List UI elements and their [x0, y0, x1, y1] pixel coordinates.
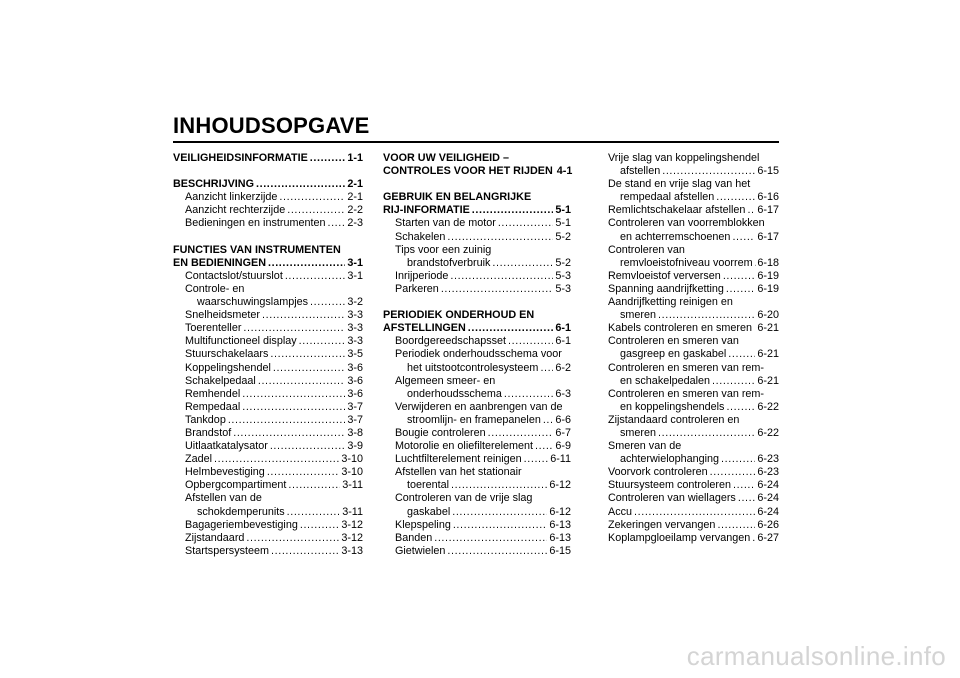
toc-dot-leader: [300, 519, 340, 532]
toc-dot-leader: [246, 532, 339, 545]
toc-page-number: 6-15: [549, 544, 571, 557]
toc-entry-label: rempedaal afstellen: [620, 191, 715, 204]
toc-entry-label: smeren: [620, 426, 657, 439]
toc-entry[interactable]: [173, 335, 363, 348]
toc-page-number: 6-17: [757, 204, 779, 217]
toc-entry-label: Starten van de motor: [395, 217, 496, 230]
toc-page-number: 3-11: [342, 479, 363, 492]
toc-entry[interactable]: [173, 362, 363, 375]
toc-dot-leader: [754, 322, 755, 335]
toc-entry-label: EN BEDIENINGEN: [173, 256, 266, 269]
toc-dot-leader: [452, 506, 547, 519]
toc-page-number: 5-1: [555, 204, 571, 217]
toc-entry-label: Vrije slag van koppelingshendel: [608, 152, 760, 164]
toc-dot-leader: [738, 492, 756, 505]
toc-section[interactable]: [173, 178, 363, 191]
toc-entry-label: Periodiek onderhoudsschema voor: [395, 348, 562, 361]
toc-dot-leader: [658, 309, 755, 322]
toc-page-number: 6-11: [550, 453, 571, 466]
toc-page-number: 6-22: [757, 426, 779, 439]
toc-dot-leader: [747, 204, 755, 217]
toc-dot-leader: [543, 414, 554, 427]
toc-page-number: 3-7: [347, 400, 363, 413]
toc-dot-leader: [243, 322, 345, 335]
toc-page-number: 3-10: [341, 453, 363, 466]
toc-dot-leader: [299, 335, 346, 348]
toc-entry[interactable]: [173, 466, 363, 479]
toc-entry[interactable]: [596, 492, 779, 505]
toc-entry[interactable]: [383, 217, 571, 230]
toc-entry-label: onderhoudsschema: [407, 387, 502, 400]
toc-section[interactable]: [383, 191, 571, 217]
toc-entry-label: Controleren en smeren van rem-: [608, 361, 765, 374]
toc-entry-label: VEILIGHEIDSINFORMATIE: [173, 152, 308, 164]
toc-entry-label: en koppelingshendels: [620, 400, 725, 413]
toc-page-number: 3-6: [347, 361, 363, 374]
toc-dot-leader: [447, 231, 553, 244]
toc-page-number: 3-3: [347, 335, 363, 348]
toc-entry-label: schokdemperunits: [197, 505, 285, 518]
toc-dot-leader: [498, 217, 554, 230]
toc-entry[interactable]: [596, 532, 779, 545]
toc-entry-label: Luchtfilterelement reinigen: [395, 453, 522, 466]
toc-entry-label: Controleren van voorremblokken: [608, 217, 765, 230]
toc-page-number: 3-1: [347, 256, 363, 269]
toc-page-number: 3-9: [347, 440, 363, 453]
toc-section[interactable]: [173, 152, 363, 165]
toc-entry-label: en achterremschoenen: [620, 230, 731, 243]
toc-page-number: 3-6: [347, 374, 363, 387]
toc-page-number: 6-3: [555, 387, 571, 400]
toc-entry-label: Uitlaatkatalysator: [185, 440, 268, 453]
toc-dot-leader: [755, 257, 756, 270]
toc-entry[interactable]: [383, 545, 571, 558]
toc-dot-leader: [733, 479, 755, 492]
toc-entry[interactable]: [383, 532, 571, 545]
toc-entry-label: RIJ-INFORMATIE: [383, 204, 470, 217]
toc-entry-label: GEBRUIK EN BELANGRIJKE: [383, 191, 532, 204]
toc-dot-leader: [242, 401, 345, 414]
toc-dot-leader: [447, 545, 547, 558]
toc-dot-leader: [327, 217, 345, 230]
toc-entry-label: Stuurschakelaars: [185, 348, 269, 361]
toc-entry-label: Koplampgloeilamp vervangen: [608, 531, 751, 544]
toc-section[interactable]: [173, 244, 363, 270]
toc-dot-leader: [634, 506, 755, 519]
toc-page-number: 3-3: [347, 322, 363, 335]
toc-page-number: 6-13: [549, 531, 571, 544]
toc-entry[interactable]: [383, 348, 571, 374]
toc-page-number: 6-7: [555, 426, 571, 439]
toc-entry-label: remvloeistofniveau voorrem: [620, 256, 753, 269]
toc-page-number: 6-1: [555, 322, 571, 335]
toc-page-number: 6-16: [757, 191, 779, 204]
toc-entry-label: Aandrijfketting reinigen en: [608, 296, 733, 309]
toc-page-number: 2-3: [347, 217, 363, 230]
toc-section[interactable]: [383, 152, 571, 178]
toc-page-number: 3-6: [347, 387, 363, 400]
toc-dot-leader: [287, 204, 345, 217]
toc-entry-label: Aanzicht rechterzijde: [185, 204, 286, 217]
toc-entry-label: Remlichtschakelaar afstellen: [608, 204, 746, 217]
toc-entry-label: Controle- en: [185, 282, 245, 295]
toc-entry[interactable]: [596, 296, 779, 322]
toc-page-number: 3-8: [347, 426, 363, 439]
toc-entry[interactable]: [173, 375, 363, 388]
toc-entry-label: toerental: [407, 479, 450, 492]
toc-dot-leader: [504, 388, 554, 401]
toc-dot-leader: [468, 322, 554, 335]
toc-entry-label: CONTROLES VOOR HET RIJDEN: [383, 165, 553, 178]
toc-page-number: 6-13: [549, 518, 571, 531]
toc-spacer: [173, 231, 363, 244]
toc-entry[interactable]: [383, 244, 571, 270]
toc-dot-leader: [285, 270, 346, 283]
toc-entry-label: PERIODIEK ONDERHOUD EN: [383, 309, 535, 322]
toc-entry-label: Accu: [608, 505, 633, 518]
toc-page-number: 5-2: [555, 230, 571, 243]
page-title: INHOUDSOPGAVE: [173, 113, 370, 138]
toc-page-number: 6-17: [757, 230, 779, 243]
toc-dot-leader: [728, 348, 755, 361]
toc-dot-leader: [492, 257, 553, 270]
toc-entry-label: Zijstandaard: [185, 531, 245, 544]
toc-entry[interactable]: [596, 414, 779, 440]
toc-spacer: [383, 296, 571, 309]
toc-entry[interactable]: [383, 492, 571, 518]
toc-entry-label: Remhendel: [185, 387, 241, 400]
toc-entry-label: Afstellen van het stationair: [395, 466, 522, 479]
toc-entry[interactable]: [596, 335, 779, 361]
toc-page-number: 6-23: [757, 453, 779, 466]
toc-dot-leader: [472, 204, 554, 217]
toc-entry-label: Tips voor een zuinig: [395, 243, 492, 256]
toc-entry[interactable]: [596, 388, 779, 414]
toc-entry[interactable]: [173, 191, 363, 204]
toc-dot-leader: [488, 427, 554, 440]
toc-dot-leader: [270, 440, 346, 453]
toc-entry[interactable]: [173, 388, 363, 401]
toc-entry-label: Kabels controleren en smeren: [608, 322, 753, 335]
toc-entry-label: het uitstootcontrolesysteem: [407, 361, 539, 374]
toc-dot-leader: [723, 270, 756, 283]
toc-page-number: 4-1: [556, 165, 573, 178]
toc-page-number: 5-3: [555, 282, 571, 295]
toc-entry-label: FUNCTIES VAN INSTRUMENTEN: [173, 243, 341, 256]
toc-entry[interactable]: [596, 283, 779, 296]
toc-entry[interactable]: [173, 283, 363, 309]
toc-entry-label: Tankdop: [185, 413, 226, 426]
toc-entry-label: Snelheidsmeter: [185, 309, 261, 322]
toc-entry-label: Controleren en smeren van rem-: [608, 387, 765, 400]
toc-page-number: 5-2: [555, 256, 571, 269]
toc-dot-leader: [441, 283, 554, 296]
toc-entry-label: Voorvork controleren: [608, 466, 708, 479]
toc-page-number: 3-11: [342, 505, 363, 518]
toc-dot-leader: [540, 362, 553, 375]
toc-page-number: 6-24: [757, 479, 779, 492]
toc-dot-leader: [288, 479, 340, 492]
toc-page-number: 3-1: [347, 269, 363, 282]
toc-page-number: 6-18: [757, 256, 779, 269]
toc-entry[interactable]: [383, 375, 571, 401]
toc-page-number: 3-2: [347, 296, 363, 309]
toc-entry[interactable]: [173, 348, 363, 361]
toc-page-number: 6-22: [757, 400, 779, 413]
toc-dot-leader: [524, 453, 549, 466]
toc-entry-label: Zadel: [185, 453, 213, 466]
toc-entry-label: Smeren van de: [608, 440, 682, 453]
toc-dot-leader: [214, 453, 339, 466]
toc-entry-label: Controleren van: [608, 243, 685, 256]
toc-page-number: 5-1: [555, 217, 571, 230]
toc-entry-label: Startspersysteem: [185, 544, 270, 557]
toc-entry-label: achterwielophanging: [620, 453, 720, 466]
toc-entry[interactable]: [383, 401, 571, 427]
toc-page-number: 3-3: [347, 309, 363, 322]
toc-entry-label: AFSTELLINGEN: [383, 322, 466, 335]
toc-spacer: [173, 165, 363, 178]
toc-entry-label: en schakelpedalen: [620, 374, 711, 387]
toc-dot-leader: [270, 348, 345, 361]
toc-page-number: 3-13: [341, 544, 363, 557]
toc-entry[interactable]: [383, 466, 571, 492]
toc-entry-label: Schakelpedaal: [185, 374, 256, 387]
toc-dot-leader: [262, 309, 345, 322]
toc-entry-label: Stuursysteem controleren: [608, 479, 732, 492]
toc-entry[interactable]: [383, 270, 571, 283]
toc-entry[interactable]: [173, 270, 363, 283]
toc-entry-label: Boordgereedschapsset: [395, 335, 507, 348]
toc-entry[interactable]: [596, 178, 779, 204]
toc-entry-label: Controleren van de vrije slag: [395, 492, 533, 505]
toc-entry-label: Contactslot/stuurslot: [185, 269, 283, 282]
toc-entry-label: Inrijperiode: [395, 269, 449, 282]
toc-entry[interactable]: [383, 440, 571, 453]
toc-page-number: 6-24: [757, 505, 779, 518]
toc-page-number: 3-12: [341, 531, 363, 544]
toc-entry[interactable]: [173, 401, 363, 414]
toc-entry[interactable]: [173, 532, 363, 545]
toc-section[interactable]: [383, 309, 571, 335]
toc-entry[interactable]: [596, 152, 779, 178]
toc-dot-leader: [310, 152, 346, 165]
toc-entry[interactable]: [173, 427, 363, 440]
toc-dot-leader: [716, 191, 755, 204]
toc-entry[interactable]: [596, 479, 779, 492]
toc-entry[interactable]: [173, 217, 363, 230]
toc-entry-label: Zijstandaard controleren en: [608, 413, 740, 426]
toc-dot-leader: [453, 519, 548, 532]
toc-spacer: [383, 178, 571, 191]
toc-dot-leader: [726, 401, 755, 414]
toc-page-number: 6-27: [757, 531, 779, 544]
toc-page-number: 6-20: [757, 309, 779, 322]
toc-entry-label: Bagageriembevestiging: [185, 518, 298, 531]
toc-page-number: 6-2: [555, 361, 571, 374]
toc-dot-leader: [434, 532, 547, 545]
toc-entry-label: Afstellen van de: [185, 492, 262, 505]
toc-dot-leader: [279, 191, 345, 204]
toc-entry-label: gasgreep en gaskabel: [620, 348, 727, 361]
toc-column-1: [173, 152, 363, 558]
toc-entry[interactable]: [596, 440, 779, 466]
toc-page-number: 6-21: [757, 374, 779, 387]
toc-entry[interactable]: [383, 231, 571, 244]
toc-page-number: 2-1: [347, 191, 363, 204]
toc-entry[interactable]: [596, 204, 779, 217]
toc-entry-label: Rempedaal: [185, 400, 241, 413]
toc-entry-label: Parkeren: [395, 282, 439, 295]
toc-entry-label: Toerenteller: [185, 322, 242, 335]
toc-dot-leader: [258, 375, 346, 388]
toc-entry-label: stroomlijn- en framepanelen: [407, 413, 541, 426]
toc-entry-label: smeren: [620, 309, 657, 322]
toc-entry-label: Spanning aandrijfketting: [608, 282, 724, 295]
toc-entry[interactable]: [383, 335, 571, 348]
toc-dot-leader: [717, 519, 755, 532]
toc-dot-leader: [233, 427, 345, 440]
toc-entry[interactable]: [173, 309, 363, 322]
toc-entry[interactable]: [173, 453, 363, 466]
toc-entry-label: Bougie controleren: [395, 426, 486, 439]
toc-page-number: 1-1: [347, 152, 363, 164]
toc-entry-label: De stand en vrije slag van het: [608, 178, 751, 191]
toc-page-number: 3-5: [347, 348, 363, 361]
toc-dot-leader: [287, 506, 341, 519]
toc-entry[interactable]: [596, 217, 779, 243]
toc-dot-leader: [732, 231, 755, 244]
toc-entry-label: Zekeringen vervangen: [608, 518, 716, 531]
toc-entry-label: Aanzicht linkerzijde: [185, 191, 278, 204]
toc-entry-label: Verwijderen en aanbrengen van de: [395, 400, 563, 413]
toc-entry-label: Helmbevestiging: [185, 466, 265, 479]
toc-entry-label: Koppelingshendel: [185, 361, 271, 374]
toc-entry[interactable]: [383, 519, 571, 532]
toc-entry-label: Motorolie en oliefilterelement: [395, 440, 534, 453]
toc-page-number: 6-21: [757, 322, 779, 335]
toc-page-number: 6-23: [757, 466, 779, 479]
toc-dot-leader: [271, 545, 339, 558]
toc-entry[interactable]: [383, 453, 571, 466]
toc-entry-label: Controleren van wiellagers: [608, 492, 736, 505]
toc-page-number: 3-10: [341, 466, 363, 479]
toc-entry-label: afstellen: [620, 165, 661, 178]
toc-entry-label: brandstofverbruik: [407, 256, 491, 269]
toc-dot-leader: [256, 178, 345, 191]
toc-entry-label: Gietwielen: [395, 544, 446, 557]
toc-page-number: 6-26: [757, 518, 779, 531]
toc-entry-label: Klepspeling: [395, 518, 451, 531]
toc-page-number: 3-7: [347, 413, 363, 426]
toc-column-2: [383, 152, 571, 558]
toc-dot-leader: [662, 165, 755, 178]
toc-entry-label: Controleren en smeren van: [608, 335, 739, 348]
toc-dot-leader: [268, 257, 345, 270]
toc-page-number: 6-12: [549, 505, 571, 518]
toc-dot-leader: [721, 453, 755, 466]
toc-entry-label: gaskabel: [407, 505, 451, 518]
toc-page-number: 6-1: [555, 335, 571, 348]
toc-dot-leader: [228, 414, 346, 427]
toc-entry-label: Brandstof: [185, 426, 232, 439]
toc-dot-leader: [535, 440, 553, 453]
toc-entry[interactable]: [173, 440, 363, 453]
toc-entry-label: Bedieningen en instrumenten: [185, 217, 326, 230]
toc-entry-label: Multifunctioneel display: [185, 335, 297, 348]
watermark: carmanualsonline.info: [686, 641, 946, 671]
toc-page-number: 6-12: [549, 479, 571, 492]
toc-entry-label: Schakelen: [395, 230, 446, 243]
toc-entry[interactable]: [173, 519, 363, 532]
toc-entry-label: Remvloeistof verversen: [608, 269, 721, 282]
toc-entry[interactable]: [173, 414, 363, 427]
toc-entry[interactable]: [173, 204, 363, 217]
toc-entry-label: VOOR UW VEILIGHEID –: [383, 152, 509, 164]
toc-dot-leader: [726, 283, 756, 296]
toc-dot-leader: [267, 466, 340, 479]
toc-dot-leader: [310, 296, 345, 309]
toc-page-number: 5-3: [555, 269, 571, 282]
toc-entry-label: Opbergcompartiment: [185, 479, 287, 492]
toc-entry[interactable]: [596, 270, 779, 283]
toc-dot-leader: [712, 375, 755, 388]
toc-dot-leader: [658, 427, 755, 440]
toc-page-number: 6-21: [757, 348, 779, 361]
toc-entry-label: BESCHRIJVING: [173, 178, 254, 191]
toc-page-number: 3-12: [341, 518, 363, 531]
title-rule: [173, 141, 779, 143]
toc-entry-label: Banden: [395, 531, 433, 544]
toc-dot-leader: [710, 466, 756, 479]
toc-dot-leader: [273, 362, 346, 375]
toc-entry[interactable]: [596, 362, 779, 388]
toc-entry-label: waarschuwingslampjes: [197, 296, 309, 309]
toc-entry[interactable]: [173, 479, 363, 492]
toc-entry-label: Algemeen smeer- en: [395, 374, 496, 387]
toc-dot-leader: [242, 388, 345, 401]
toc-entry[interactable]: [596, 244, 779, 270]
toc-page-number: 6-24: [757, 492, 779, 505]
toc-dot-leader: [451, 479, 547, 492]
toc-page-number: 6-9: [555, 440, 571, 453]
toc-page-number: 6-19: [757, 282, 779, 295]
toc-entry[interactable]: [173, 545, 363, 558]
toc-page-number: 6-15: [757, 165, 779, 178]
toc-dot-leader: [752, 532, 755, 545]
toc-dot-leader: [450, 270, 553, 283]
toc-entry[interactable]: [173, 322, 363, 335]
toc-column-3: [596, 152, 779, 545]
toc-entry[interactable]: [596, 506, 779, 519]
toc-page-number: 2-1: [347, 178, 363, 191]
toc-page-number: 6-6: [555, 413, 571, 426]
toc-entry[interactable]: [383, 283, 571, 296]
toc-entry[interactable]: [173, 492, 363, 518]
toc-entry[interactable]: [596, 466, 779, 479]
toc-entry[interactable]: [383, 427, 571, 440]
toc-page-number: 2-2: [347, 204, 363, 217]
toc-page-number: 6-19: [757, 269, 779, 282]
toc-entry[interactable]: [596, 322, 779, 335]
toc-dot-leader: [508, 335, 553, 348]
toc-entry[interactable]: [596, 519, 779, 532]
